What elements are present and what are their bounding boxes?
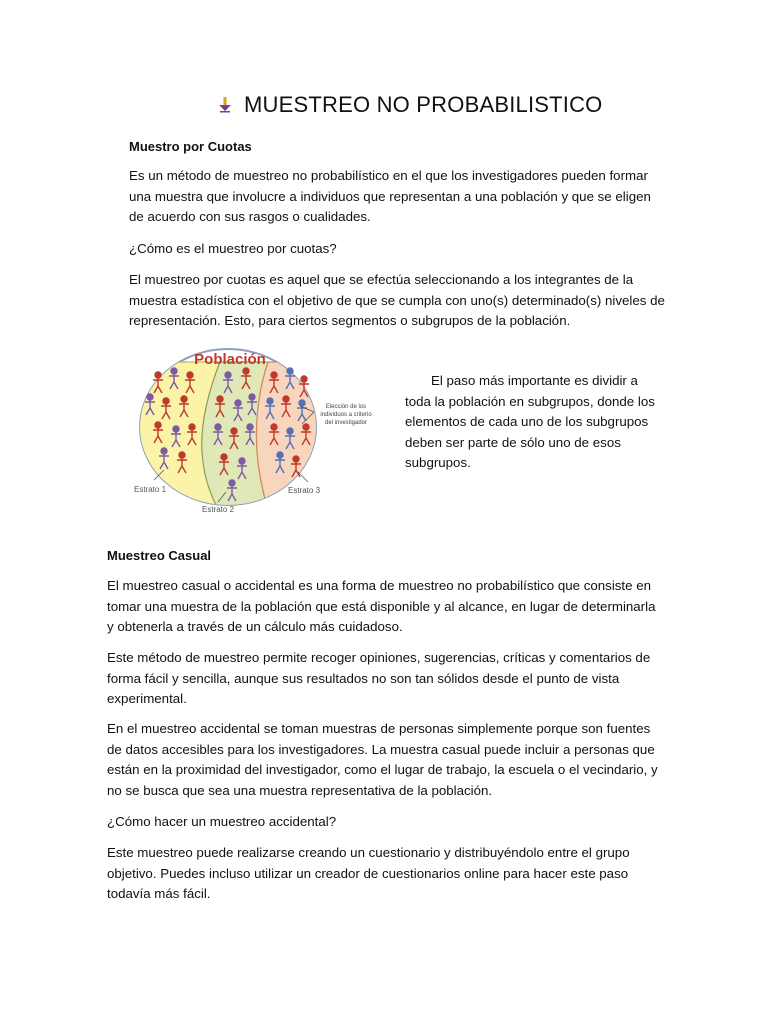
paragraph-casual-method: Este método de muestreo permite recoger opiniones, sugerencias, críticas y comentarios de forma fácil y sencilla, aunque sus resultados no son tan sólidos desde el punto de vista experimental. <box>107 650 651 707</box>
question-cuotas: ¿Cómo es el muestreo por cuotas? <box>129 241 337 256</box>
paragraph-cuotas-explanation: El muestreo por cuotas es aquel que se efectúa seleccionando a los integrantes de la muestra estadística con el objetivo de que se cumpla con uno(s) determinado(s) niveles de representación. Esto, para ciertos segmentos o subgrupos de la población. <box>129 272 665 329</box>
section-heading-cuotas: Muestro por Cuotas <box>129 139 252 154</box>
paragraph-accidental-how: Este muestreo puede realizarse creando un cuestionario y distribuyéndolo entre el grupo objetivo. Puedes incluso utilizar un creador de cuestionarios online para hacer este paso todavía más fácil. <box>107 845 630 902</box>
figure-title: Población <box>194 351 266 368</box>
callout-line-2: individuos a criterio <box>320 412 372 418</box>
bullet-arrow-icon <box>218 97 232 113</box>
paragraph-casual-accidental: En el muestreo accidental se toman muestras de personas simplemente porque son fuentes de datos accesibles para los investigadores. La muestra casual puede incluir a personas que están en la proximidad del investigador, como el lugar de trabajo, la escuela o el vecindario, y no se busca que sea una muestra representativa de la población. <box>107 721 658 798</box>
figure-side-text <box>405 371 655 474</box>
page-title: MUESTREO NO PROBABILISTICO <box>244 92 603 117</box>
callout-line-3: del investigador <box>324 420 368 426</box>
figure-side-text-content: El paso más importante es dividir a toda la población en subgrupos, donde los elementos de cada uno de los subgrupos deben ser parte de sólo uno de esos subgrupos. <box>405 373 655 471</box>
paragraph-cuotas-definition: Es un método de muestreo no probabilístico en el que los investigadores pueden formar una muestra que involucre a individuos que representan a una población y que se eligen de acuerdo con sus rasgos o cualidades. <box>129 168 651 225</box>
stratum-1-label: Estrato 1 <box>134 485 167 494</box>
section-heading-casual: Muestreo Casual <box>107 548 212 563</box>
population-strata-figure <box>128 342 396 518</box>
callout-line-1: Elección de los <box>325 404 367 410</box>
stratum-3-label: Estrato 3 <box>288 486 321 495</box>
question-accidental: ¿Cómo hacer un muestreo accidental? <box>107 814 337 829</box>
stratum-2-label: Estrato 2 <box>202 505 235 514</box>
paragraph-casual-definition: El muestreo casual o accidental es una forma de muestreo no probabilístico que consiste en tomar una muestra de la población que está disponible y al alcance, en lugar de determinarla y obtenerla a través de un cálculo más cuidadoso. <box>107 578 656 635</box>
title-row <box>218 92 602 118</box>
